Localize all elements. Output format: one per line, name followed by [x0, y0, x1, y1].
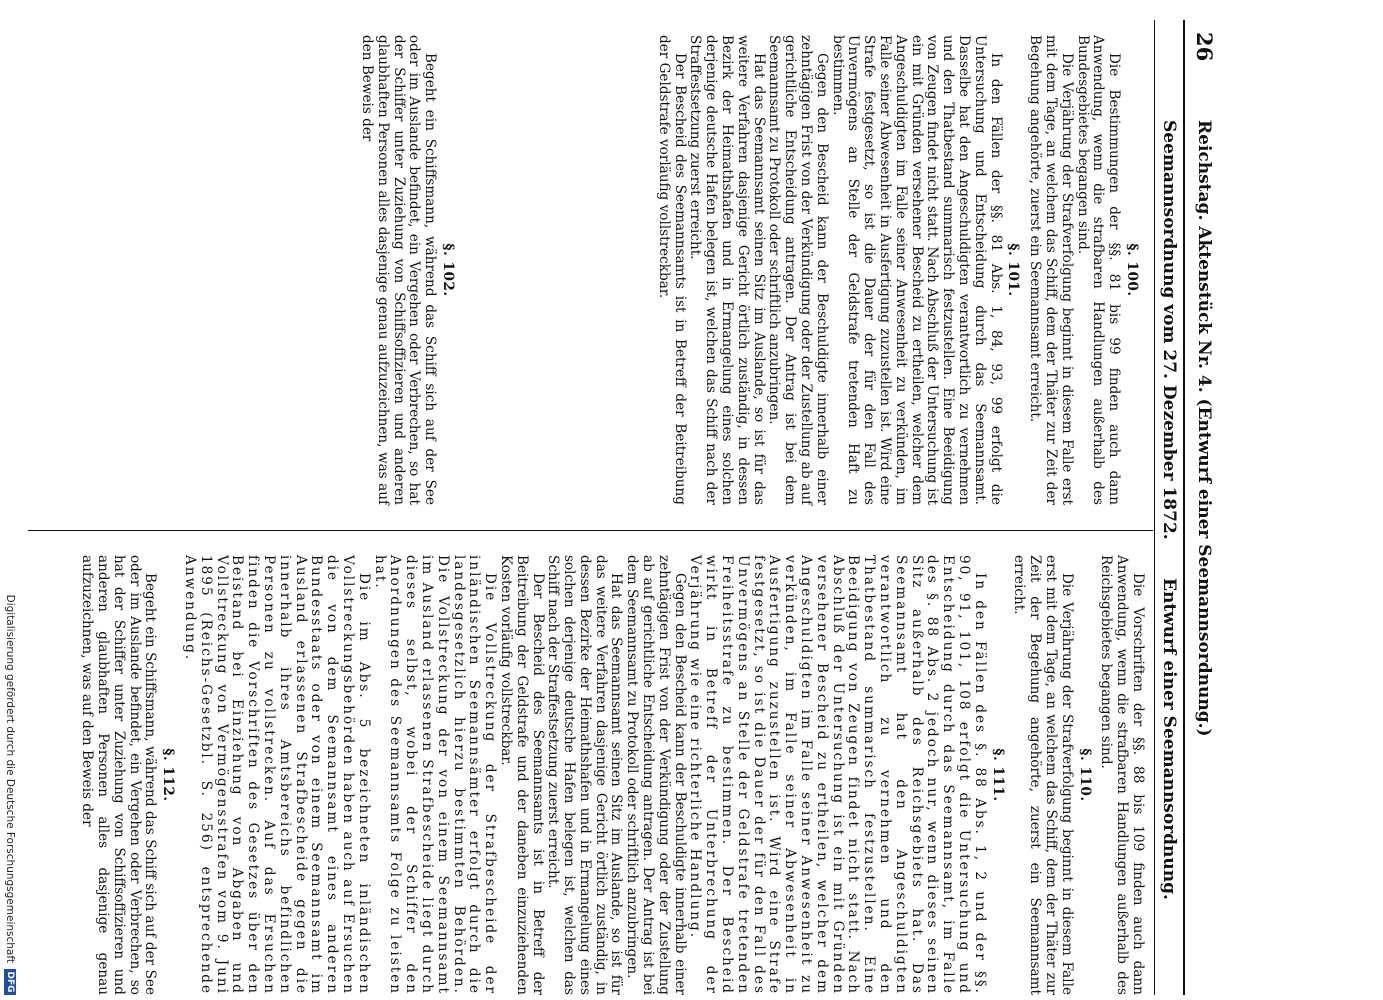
paragraph: Die Verjährung der Strafverfolgung beginnt in diesem Falle erst mit dem Tage, an welchem das Schiff, dem der Thäter zur Zeit der Begehung angehörte, zuerst ein Seemannsamt erreicht. [1011, 555, 1075, 995]
section-heading: §. 102. [440, 243, 457, 297]
paragraph: Die Bestimmungen der §§. 81 bis 99 finden auch dann Anwendung, wenn die strafbaren Handlungen außerhalb des Bundesgebietes begangen sind. [1074, 35, 1123, 505]
paragraph: In den Fällen der §§. 81 Abs. 1, 84, 93, 99 erfolgt die Untersuchung und Entscheidung durch das Seemannsamt. Dasselbe hat den Angeschuldigten verantwortlich zu vernehmen und den Thatbestand summarisch festzustellen. Eine Beeidigung von Zeugen findet nicht statt. Nach Abschluß der Untersuchung ist ein mit Gründen versehener Bescheid zu ertheilen, welcher dem Angeschuldigten im Falle seiner Anwesenheit zu verkünden, im Falle seiner Abwesenheit in Ausfertigung zuzustellen ist. Wird eine Strafe festgesetzt, so ist die Dauer der für den Fall des Unvermögens an Stelle der Geldstrafe tretenden Haft zu bestimmen. [829, 35, 1004, 505]
section-heading: §. 101. [1005, 243, 1022, 297]
section-heading: §. 100. [1124, 243, 1140, 297]
main-title-left: Seemannsordnung vom 27. Dezember 1872. [1159, 120, 1179, 540]
main-title-right: Entwurf einer Seemannsordnung. [1159, 578, 1179, 900]
paragraph: Begeht ein Schiffsmann, während das Schiff sich auf der See oder im Auslande befindet, ein Vergehen oder Verbrechen, so hat der Schiffer unter Zuziehung von Schiffsoffizieren und anderen glaubhaften Personen alles dasjenige genau aufzuzeichnen, was auf den Beweis der [79, 555, 159, 995]
column-left [358, 35, 1145, 505]
paragraph: Der Bescheid des Seemannsamts ist in Betreff der Beitreibung der Geldstrafe und der daneben einzuziehenden Kosten vorläufig vollstreckbar. [497, 555, 546, 995]
header-rule [1183, 20, 1185, 995]
paragraph: Hat das Seemannsamt seinen Sitz im Auslande, so ist für das weitere Verfahren dasjenige Gericht örtlich zuständig, in dessen Bezirk der Heimathshafen und in Ermangelung eines solchen derjenige deutsche Hafen belegen ist, welchen das Schiff nach der Straffestsetzung zuerst erreicht. [687, 35, 767, 505]
running-head-left: Reichstag. Aktenstück Nr. 4. (Entwurf einer Seemannsordnung.) [1194, 120, 1214, 737]
paragraph: Die im Abs. 5 bezeichneten inländischen Vollstreckungsbehörden haben auch auf Ersuchen die von dem Seemannsamt eines anderen Bundesstaats oder von einem Seemannsamt im Ausland erlassenen Strafbescheide gegen die innerhalb ihres Amtsbereichs befindlichen Personen zu vollstrecken. Auf das Ersuchen finden die Vorschriften des Gesetzes über den Beistand bei Einziehung von Abgaben und Vollstreckung von Vermögensstrafen vom 9. Juni 1895 (Reichs-Gesetzbl. S. 256) entsprechende Anwendung. [181, 555, 372, 995]
digitization-imprint [2, 0, 18, 995]
title-rule [1154, 20, 1155, 995]
column-divider [28, 530, 1153, 531]
section-heading: §. 112. [160, 748, 177, 802]
page-number: 26 [1192, 32, 1217, 62]
paragraph: Die Vorschriften der §§. 88 bis 109 finden auch dann Anwendung, wenn die strafbaren Handlungen außerhalb des Reichsgebietes begangen sind. [1098, 555, 1146, 995]
section-heading: §. 111. [989, 748, 1006, 802]
paragraph: Der Bescheid des Seemannsamts ist in Betreff der Beitreibung der Geldstrafe vorläufig vollstreckbar. [655, 35, 688, 505]
paragraph: Begeht ein Schiffsmann, während das Schiff sich auf der See oder im Auslande befindet, ein Vergehen oder Verbrechen, so hat der Schiffer unter Zuziehung von Schiffsoffizieren und anderen glaubhaften Personen alles dasjenige genau aufzuzeichnen, was auf den Beweis der [359, 35, 439, 505]
paragraph: Gegen den Bescheid kann der Beschuldigte innerhalb einer zehntägigen Frist von der Verkündigung oder der Zustellung ab auf gerichtliche Entscheidung antragen. Der Antrag ist bei dem Seemannsamt zu Protokoll oder schriftlich anzubringen. [624, 555, 688, 995]
column-right [78, 555, 1145, 995]
paragraph: Hat das Seemannsamt seinen Sitz im Auslande, so ist für das weitere Verfahren dasjenige Gericht örtlich zuständig, in dessen Bezirke der Heimathshafen und in Ermangelung eines solchen derjenige deutsche Hafen belegen ist, welchen das Schiff nach der Straffestsetzung zuerst erreicht. [545, 555, 625, 995]
dfg-logo-icon: DFG [4, 969, 16, 995]
paragraph: In den Fällen des §. 88 Abs. 1, 2 und der §§. 90, 91, 101, 108 erfolgt die Untersuchung und Entscheidung durch das Seemannsamt, im Falle des §. 88 Abs. 2 jedoch nur, wenn dieses seinen Sitz außerhalb des Reichsgebiets hat. Das Seemannsamt hat den Angeschuldigten verantwortlich zu vernehmen und den Thatbestand summarisch festzustellen. Eine Beeidigung von Zeugen findet nicht statt. Nach Abschluß der Untersuchung ist ein mit Gründen versehener Bescheid zu ertheilen, welcher dem Angeschuldigten im Falle seiner Anwesenheit zu verkünden, im Falle seiner Abwesenheit in Ausfertigung zuzustellen ist. Wird eine Strafe festgesetzt, so ist die Dauer der für den Fall des Unvermögens an Stelle der Geldstrafe tretenden Freiheitsstrafe zu bestimmen. Der Bescheid wirkt in Betreff der Unterbrechung der Verjährung wie eine richterliche Handlung. [687, 555, 988, 995]
imprint-text: Digitalisierung gefördert durch die Deutsche Forschungsgemeinschaft [4, 594, 16, 963]
paragraph: Gegen den Bescheid kann der Beschuldigte innerhalb einer zehntägigen Frist von der Verkündigung oder der Zustellung ab auf gerichtliche Entscheidung antragen. Der Antrag ist bei dem Seemannsamt zu Protokoll oder schriftlich anzubringen. [766, 35, 830, 505]
section-heading: §. 110. [1076, 748, 1093, 802]
paragraph: Die Vollstreckung der Strafbescheide der inländischen Seemannsämter erfolgt durch die landesgesetzlich hierzu bestimmten Behörden. Die Vollstreckung der von einem Seemannsamt im Ausland erlassenen Strafbescheide liegt durch dieses selbst, wobei der Schiffer den Anordnungen des Seemannsamts Folge zu leisten hat. [371, 555, 499, 995]
paragraph: Die Verjährung der Strafverfolgung beginnt in diesem Falle erst mit dem Tage, an welchem das Schiff, dem der Thäter zur Zeit der Begehung angehörte, zuerst ein Seemannsamt erreicht. [1027, 35, 1075, 505]
